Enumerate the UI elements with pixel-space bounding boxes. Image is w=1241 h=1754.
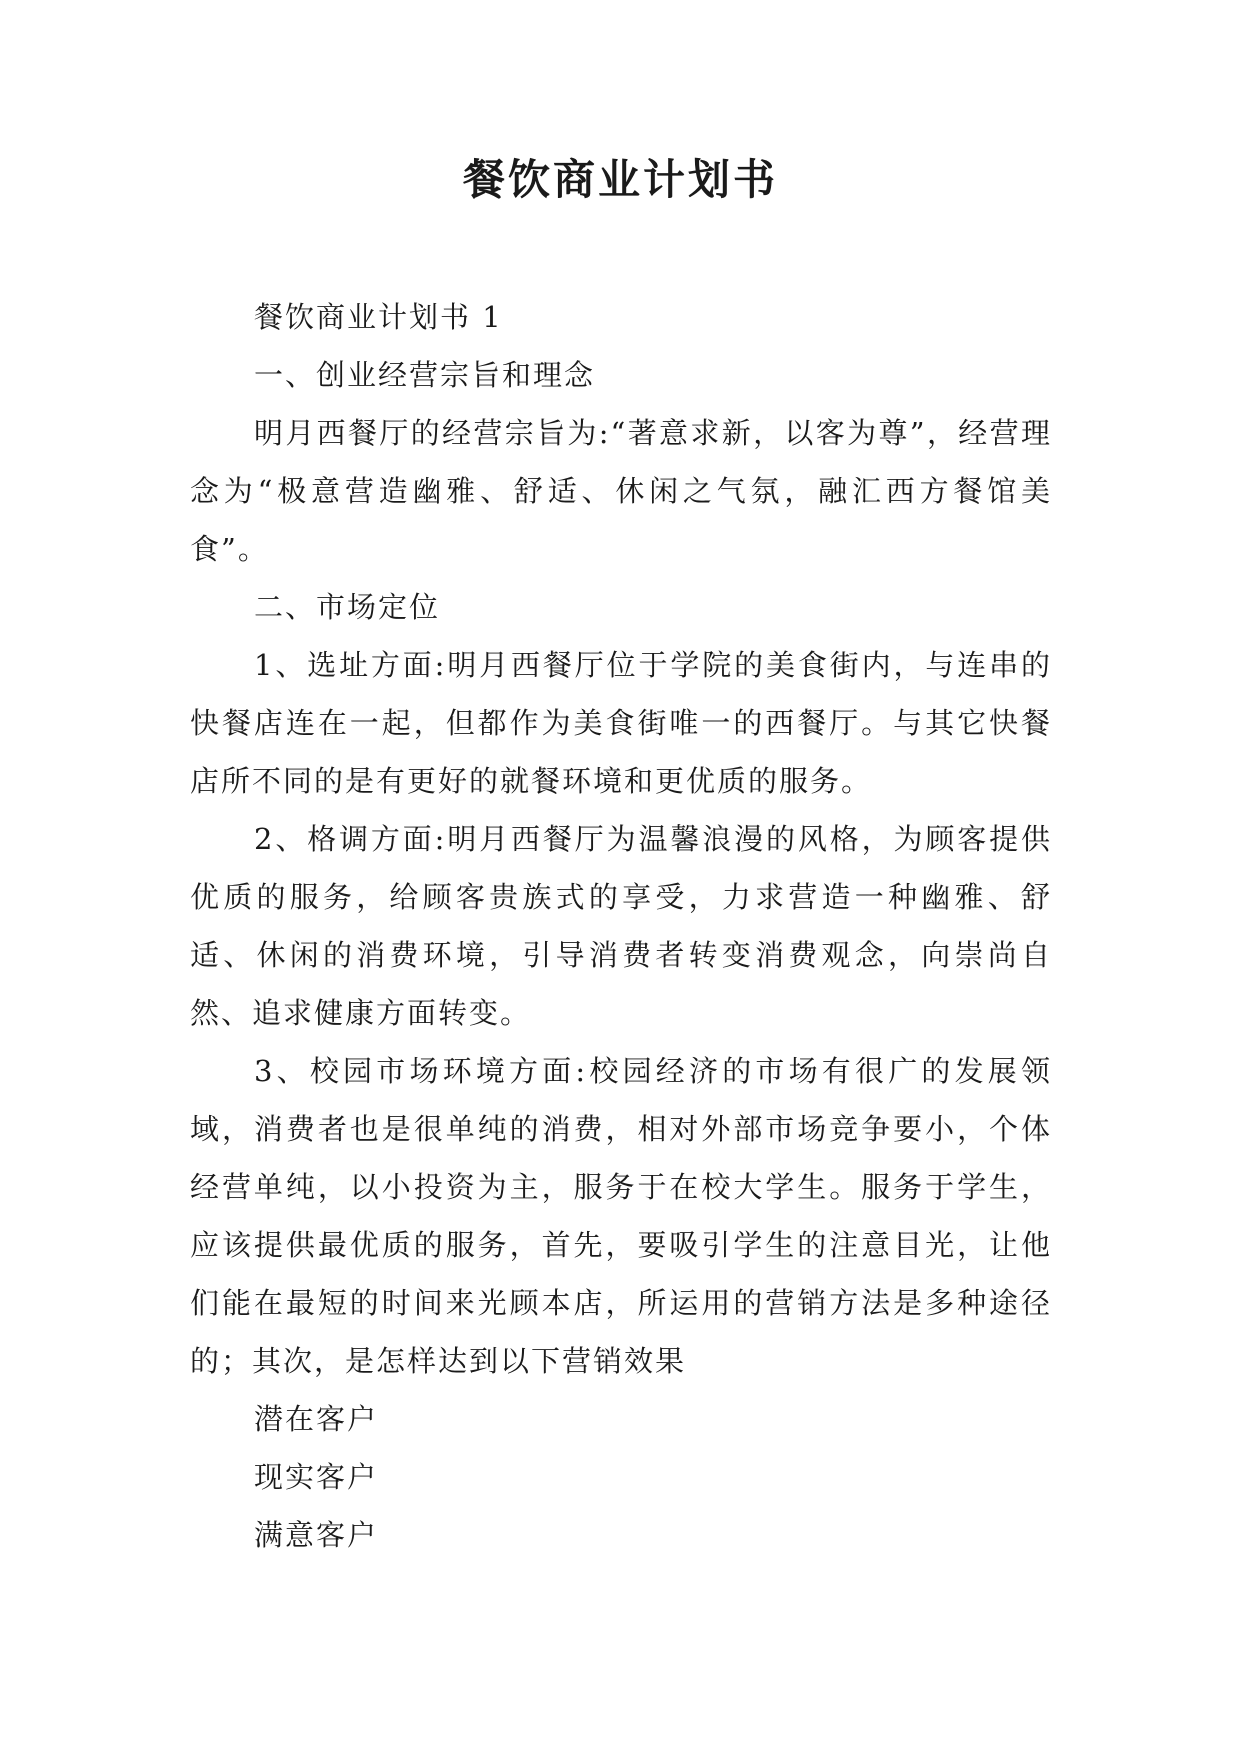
paragraph-mission: 明月西餐厅的经营宗旨为:“著意求新，以客为尊”，经营理念为“极意营造幽雅、舒适、休闲之气氛，融汇西方餐馆美食”。 bbox=[190, 416, 1052, 566]
section-heading-mission: 一、创业经营宗旨和理念 bbox=[254, 358, 596, 392]
document-body bbox=[190, 288, 1052, 1564]
section-heading-market-positioning: 二、市场定位 bbox=[254, 590, 441, 624]
section-heading-plan-1: 餐饮商业计划书 1 bbox=[254, 300, 503, 334]
list-item-potential-customers: 潜在客户 bbox=[254, 1402, 379, 1436]
paragraph-location: 1、选址方面:明月西餐厅位于学院的美食街内，与连串的快餐店连在一起，但都作为美食街唯一的西餐厅。与其它快餐店所不同的是有更好的就餐环境和更优质的服务。 bbox=[190, 648, 1052, 798]
document-title: 餐饮商业计划书 bbox=[462, 155, 778, 204]
paragraph-style: 2、格调方面:明月西餐厅为温馨浪漫的风格，为顾客提供优质的服务，给顾客贵族式的享受，力求营造一种幽雅、舒适、休闲的消费环境，引导消费者转变消费观念，向崇尚自然、追求健康方面转变。 bbox=[190, 822, 1052, 1030]
list-item-actual-customers: 现实客户 bbox=[254, 1460, 379, 1494]
paragraph-campus-market: 3、校园市场环境方面:校园经济的市场有很广的发展领域，消费者也是很单纯的消费，相对外部市场竞争要小，个体经营单纯，以小投资为主，服务于在校大学生。服务于学生，应该提供最优质的服务，首先，要吸引学生的注意目光，让他们能在最短的时间来光顾本店，所运用的营销方法是多种途径的；其次，是怎样达到以下营销效果 bbox=[190, 1054, 1052, 1378]
list-item-satisfied-customers: 满意客户 bbox=[254, 1518, 379, 1552]
